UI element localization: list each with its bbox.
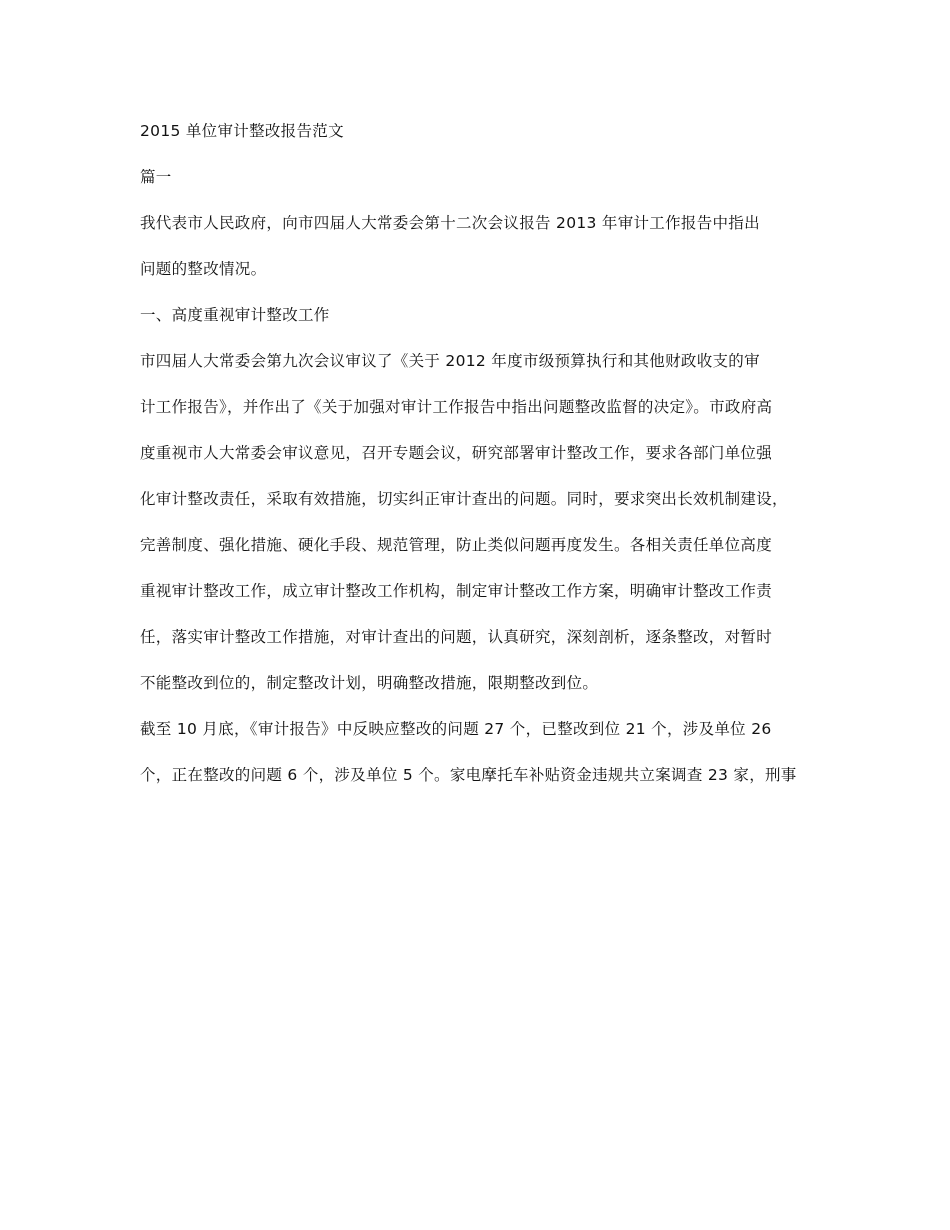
paragraph: 计工作报告》，并作出了《关于加强对审计工作报告中指出问题整改监督的决定》。市政府高 [140,398,773,416]
paragraph: 市四届人大常委会第九次会议审议了《关于 2012 年度市级预算执行和其他财政收支的审 [140,352,760,370]
subheading: 一、高度重视审计整改工作 [140,306,330,324]
paragraph: 化审计整改责任，采取有效措施，切实纠正审计查出的问题。同时，要求突出长效机制建设， [140,490,788,508]
paragraph: 重视审计整改工作，成立审计整改工作机构，制定审计整改工作方案，明确审计整改工作责 [140,582,773,600]
paragraph: 截至 10 月底，《审计报告》中反映应整改的问题 27 个，已整改到位 21 个，涉及单位 26 [140,720,772,738]
paragraph: 个，正在整改的问题 6 个，涉及单位 5 个。家电摩托车补贴资金违规共立案调查 23 家，刑事 [140,766,797,784]
paragraph: 任，落实审计整改工作措施，对审计查出的问题，认真研究，深刻剖析，逐条整改，对暂时 [140,628,773,646]
paragraph: 问题的整改情况。 [140,260,267,278]
section-heading: 篇一 [140,168,172,186]
paragraph: 不能整改到位的，制定整改计划，明确整改措施，限期整改到位。 [140,674,599,692]
paragraph: 我代表市人民政府，向市四届人大常委会第十二次会议报告 2013 年审计工作报告中指出 [140,214,760,232]
paragraph: 完善制度、强化措施、硬化手段、规范管理，防止类似问题再度发生。各相关责任单位高度 [140,536,773,554]
document-body [140,118,808,808]
document-title: 2015 单位审计整改报告范文 [140,122,344,140]
paragraph: 度重视市人大常委会审议意见，召开专题会议，研究部署审计整改工作，要求各部门单位强 [140,444,773,462]
